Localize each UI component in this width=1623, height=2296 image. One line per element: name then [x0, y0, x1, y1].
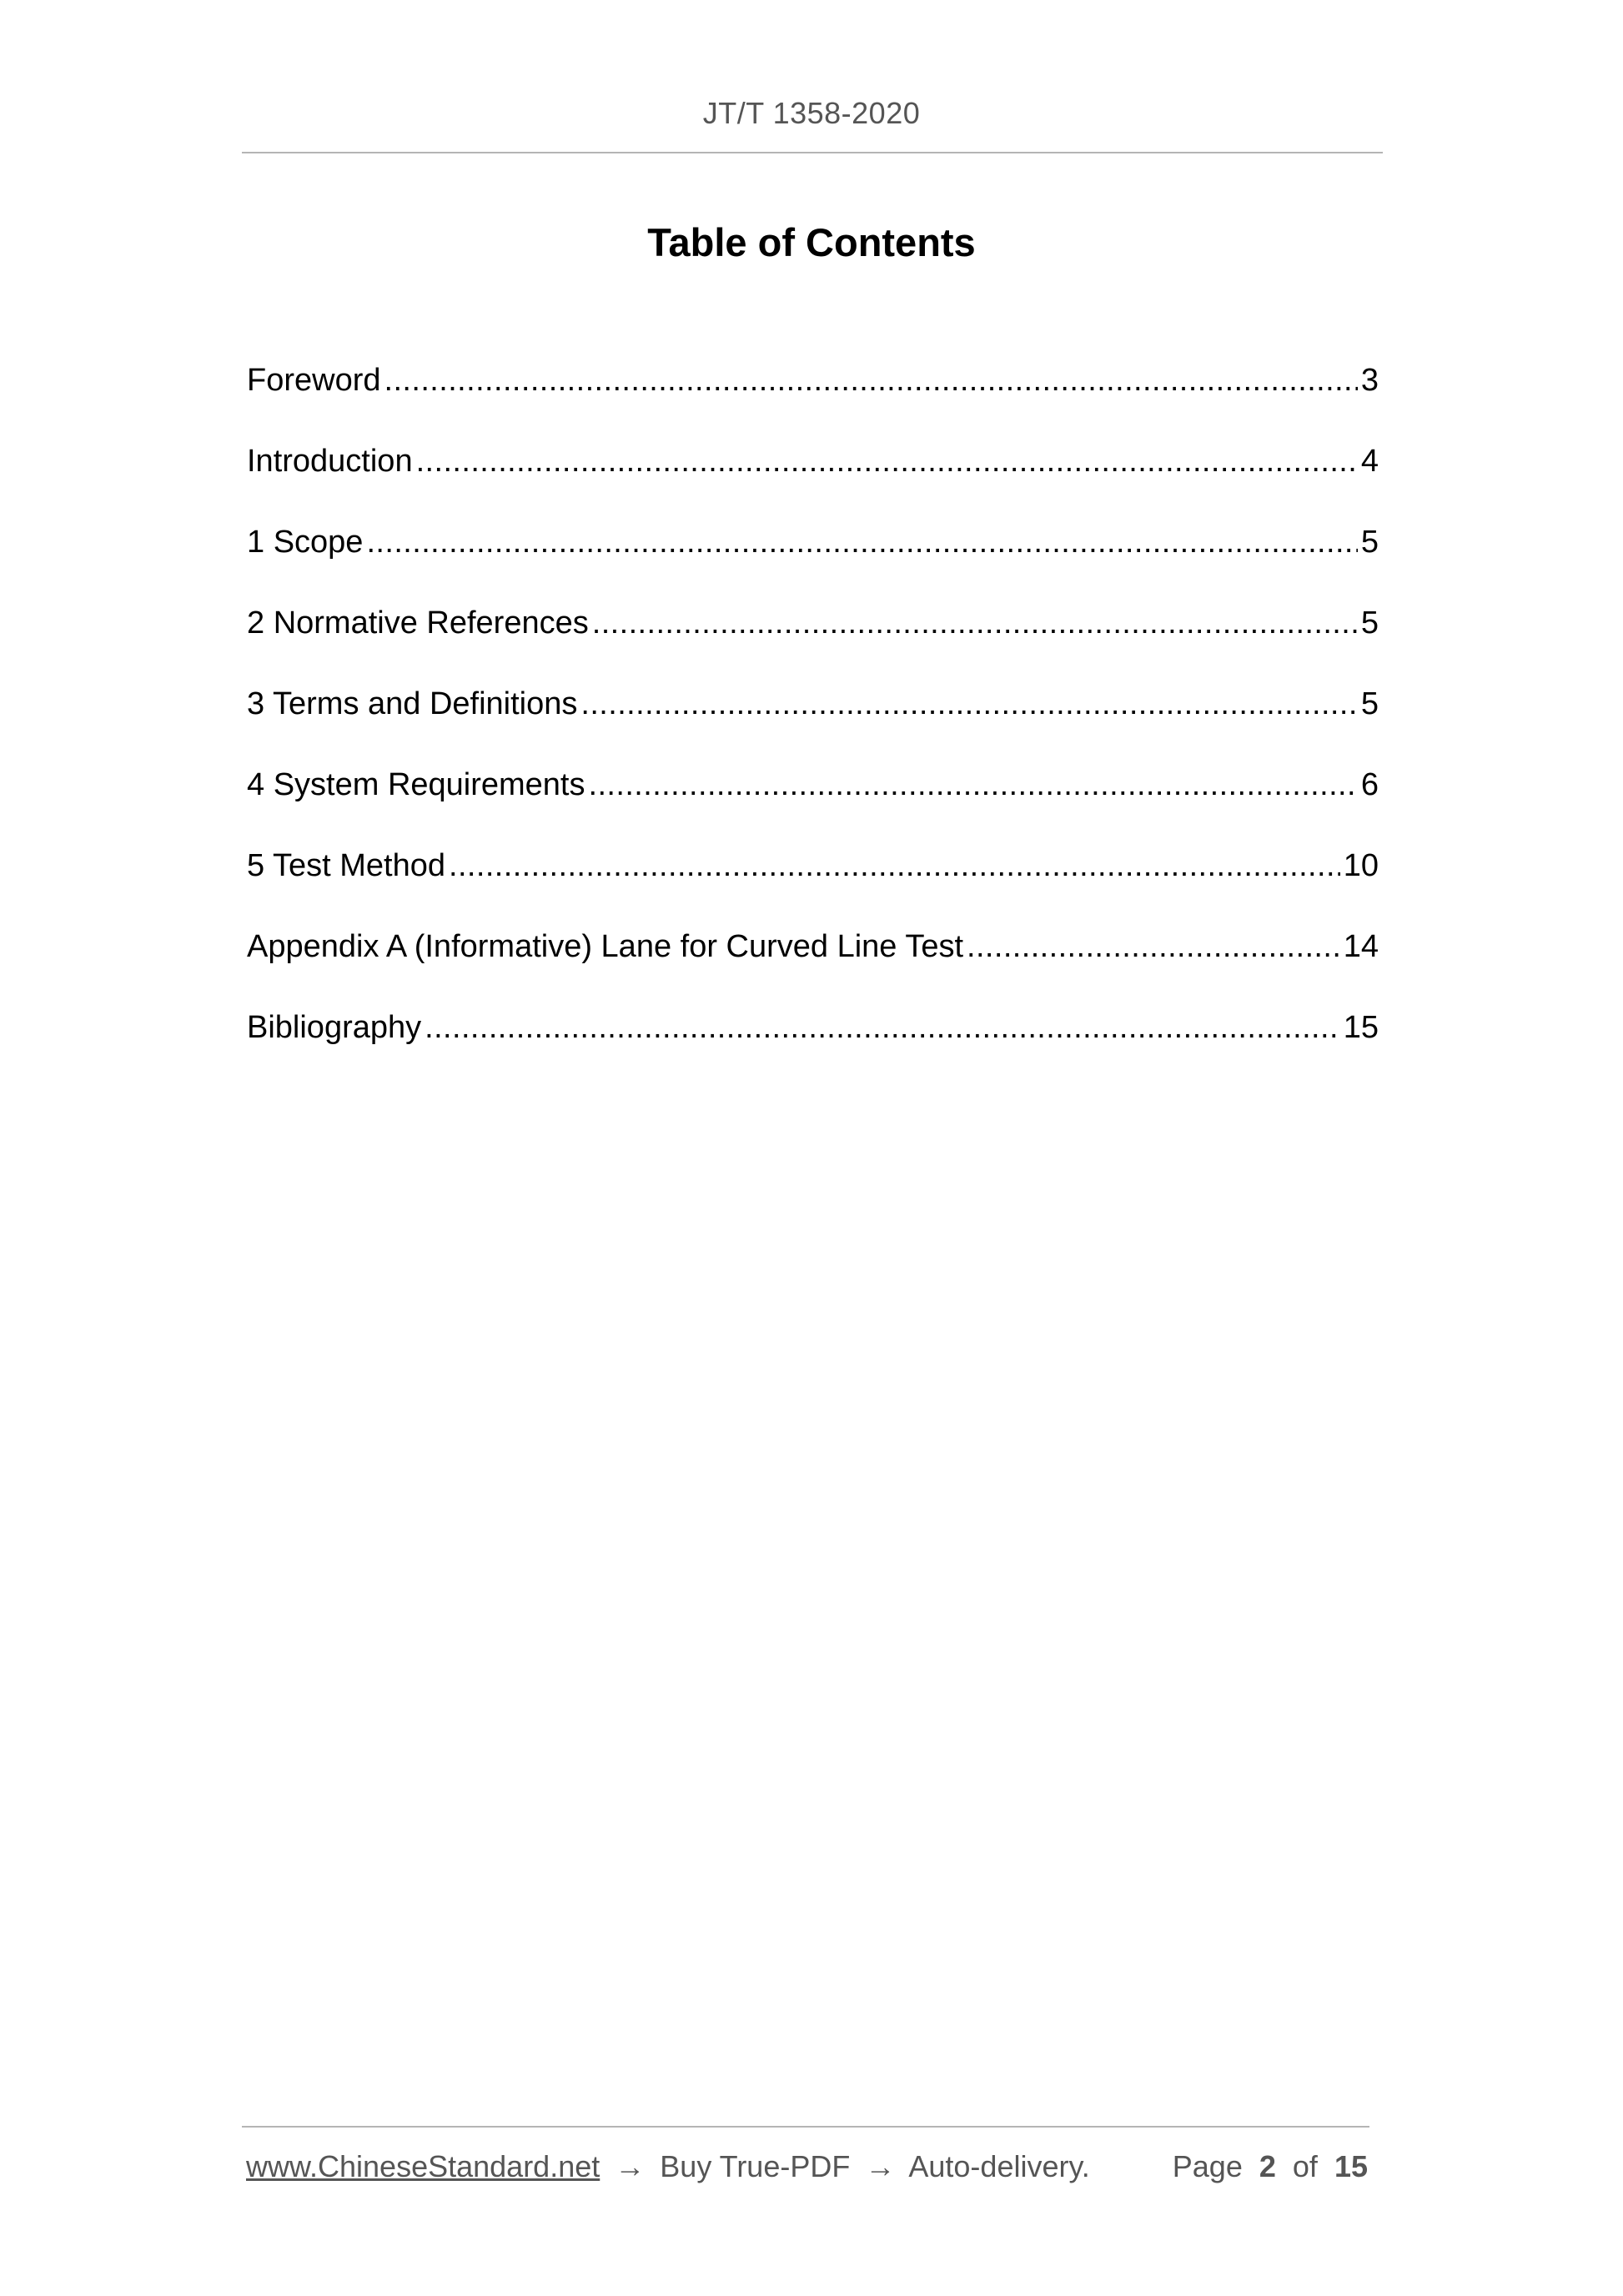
toc-entry-page: 4 — [1360, 444, 1379, 479]
footer-promo — [246, 2149, 1090, 2184]
of-word: of — [1292, 2149, 1318, 2183]
toc-entry-label: Foreword — [247, 363, 381, 398]
toc-entry-foreword[interactable] — [247, 359, 1379, 440]
toc-dot-leader — [449, 844, 1340, 887]
toc-title: Table of Contents — [647, 220, 976, 264]
toc-entry-label: 2 Normative References — [247, 605, 589, 641]
toc-entry-test-method[interactable] — [247, 844, 1379, 925]
toc-entry-label: Bibliography — [247, 1010, 422, 1045]
toc-entry-label: 1 Scope — [247, 525, 364, 560]
toc-entry-page: 3 — [1360, 363, 1379, 398]
toc-list — [247, 359, 1379, 1087]
toc-entry-system-requirements[interactable] — [247, 763, 1379, 844]
toc-entry-label: 3 Terms and Definitions — [247, 686, 578, 721]
arrow-right-icon: → — [865, 2149, 896, 2183]
toc-entry-page: 6 — [1360, 767, 1379, 802]
toc-entry-page: 14 — [1343, 929, 1379, 964]
toc-entry-terms-and-definitions[interactable] — [247, 682, 1379, 763]
toc-entry-page: 5 — [1360, 525, 1379, 560]
toc-entry-page: 10 — [1343, 848, 1379, 883]
document-code: JT/T 1358-2020 — [702, 96, 921, 130]
toc-entry-normative-references[interactable] — [247, 601, 1379, 682]
page-word: Page — [1172, 2149, 1243, 2183]
toc-entry-label: 4 System Requirements — [247, 767, 585, 802]
toc-entry-introduction[interactable] — [247, 440, 1379, 520]
website-link[interactable]: www.ChineseStandard.net — [246, 2149, 600, 2183]
toc-entry-label: 5 Test Method — [247, 848, 446, 883]
auto-delivery-text: Auto-delivery. — [908, 2149, 1090, 2183]
arrow-right-icon: → — [615, 2149, 646, 2183]
total-pages-number: 15 — [1334, 2149, 1368, 2183]
current-page-number: 2 — [1259, 2149, 1276, 2183]
toc-dot-leader — [384, 359, 1358, 402]
toc-dot-leader — [592, 601, 1358, 645]
toc-entry-label: Appendix A (Informative) Lane for Curved Line Test — [247, 929, 964, 964]
toc-dot-leader — [366, 520, 1357, 564]
toc-dot-leader — [425, 1006, 1340, 1049]
buy-true-pdf-text: Buy True-PDF — [660, 2149, 851, 2183]
toc-dot-leader — [589, 763, 1358, 806]
header-divider — [242, 152, 1383, 153]
toc-dot-leader — [967, 925, 1340, 968]
toc-entry-page: 5 — [1360, 686, 1379, 721]
footer-divider — [242, 2126, 1369, 2128]
toc-entry-label: Introduction — [247, 444, 413, 479]
toc-dot-leader — [580, 682, 1357, 726]
toc-entry-bibliography[interactable] — [247, 1006, 1379, 1087]
toc-entry-scope[interactable] — [247, 520, 1379, 601]
toc-entry-appendix-a[interactable] — [247, 925, 1379, 1006]
toc-dot-leader — [416, 440, 1358, 483]
toc-entry-page: 5 — [1360, 605, 1379, 641]
page-number — [1173, 2149, 1376, 2184]
toc-entry-page: 15 — [1343, 1010, 1379, 1045]
